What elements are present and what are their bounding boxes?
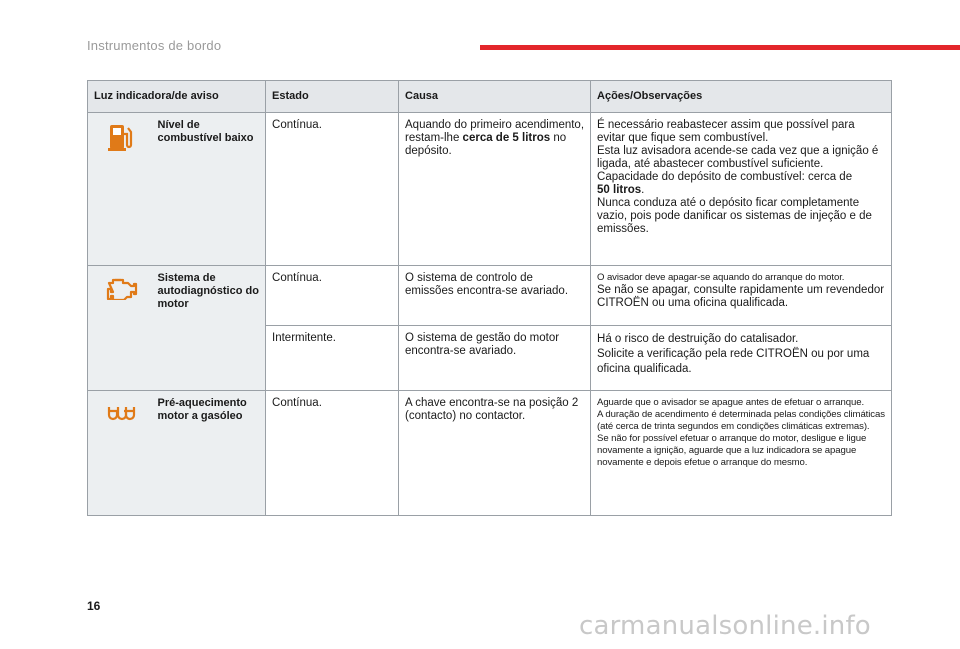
column-header-actions: Ações/Observações	[591, 81, 892, 113]
action-bold-text: 50 litros	[597, 184, 642, 196]
table-row	[88, 266, 892, 326]
action-text-end: .	[641, 184, 645, 196]
action-line	[597, 171, 885, 197]
indicator-table	[87, 80, 892, 516]
indicator-name: Sistema de autodiagnóstico do motor	[154, 266, 266, 391]
state-cell: Contínua.	[266, 113, 399, 266]
action-text: Capacidade do depósito de combustível: cerca de	[597, 171, 853, 183]
action-line: Se não se apagar, consulte rapidamente um revendedor CITROËN ou uma oficina qualificada.	[597, 284, 885, 309]
state-cell: Contínua.	[266, 266, 399, 326]
cause-cell: O sistema de gestão do motor encontra-se avariado.	[399, 326, 591, 391]
state-cell: Intermitente.	[266, 326, 399, 391]
actions-cell	[591, 266, 892, 326]
actions-cell	[591, 113, 892, 266]
cause-text: Aquando do primeiro acendimento, restam-lhe	[405, 119, 585, 144]
action-line: A duração de acendimento é determinada pelas condições climáticas (até cerca de trinta segundos em condições climáticas extremas).	[597, 409, 885, 432]
header-accent-bar	[480, 45, 960, 50]
icon-cell	[88, 391, 154, 516]
action-line: É necessário reabastecer assim que possível para evitar que fique sem combustível.	[597, 119, 855, 144]
indicator-name: Pré-aquecimento motor a gasóleo	[154, 391, 266, 516]
action-line: Nunca conduza até o depósito ficar completamente vazio, pois pode danificar os sistemas de injeção e de emissões.	[597, 197, 872, 235]
column-header-indicator: Luz indicadora/de aviso	[88, 81, 266, 113]
indicator-name: Nível de combustível baixo	[154, 113, 266, 266]
cause-cell: A chave encontra-se na posição 2 (contacto) no contactor.	[399, 391, 591, 516]
column-header-cause: Causa	[399, 81, 591, 113]
engine-icon	[104, 276, 138, 300]
table-header-row	[88, 81, 892, 113]
action-line: Há o risco de destruição do catalisador.	[597, 333, 799, 345]
section-title: Instrumentos de bordo	[87, 38, 222, 53]
page-number: 16	[87, 599, 101, 613]
action-line: O avisador deve apagar-se aquando do arranque do motor.	[597, 272, 845, 283]
state-cell: Contínua.	[266, 391, 399, 516]
actions-cell	[591, 326, 892, 391]
icon-cell	[88, 113, 154, 266]
icon-cell	[88, 266, 154, 391]
cause-bold-text: cerca de 5 litros	[462, 132, 551, 144]
actions-cell	[591, 391, 892, 516]
cause-text-end: no depósito.	[405, 132, 567, 157]
fuel-pump-icon	[108, 122, 134, 152]
action-line: Se não for possível efetuar o arranque do motor, desligue e ligue novamente a ignição, aguarde que a luz indicadora se apague novamente e depois efetue o arranque do mesmo.	[597, 433, 867, 468]
action-line: Aguarde que o avisador se apague antes de efetuar o arranque.	[597, 397, 865, 408]
action-line: Solicite a verificação pela rede CITROËN ou por uma oficina qualificada.	[597, 348, 870, 375]
glow-plug-icon	[106, 405, 136, 425]
action-line: Esta luz avisadora acende-se cada vez que a ignição é ligada, até abastecer combustível suficiente.	[597, 145, 879, 170]
column-header-state: Estado	[266, 81, 399, 113]
cause-cell	[399, 113, 591, 266]
table-row	[88, 391, 892, 516]
watermark: carmanualsonline.info	[579, 611, 871, 641]
table-row	[88, 113, 892, 266]
cause-cell: O sistema de controlo de emissões encontra-se avariado.	[399, 266, 591, 326]
